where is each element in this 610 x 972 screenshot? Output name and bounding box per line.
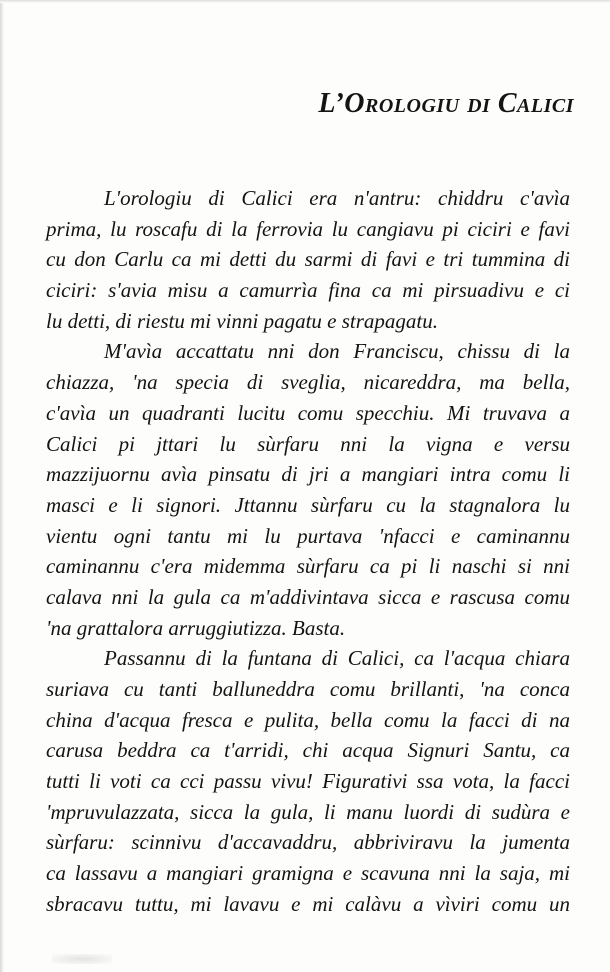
text-line: masci e li signori. Jttannu sùrfaru cu la stagnalora lu (46, 492, 570, 517)
text-line: Passannu di la funtana di Calici, ca l'acqua chiara (104, 646, 570, 671)
page-smudge (52, 954, 112, 964)
text-line: prima, lu roscafu di la ferrovia lu cangiavu pi ciciri e favi (46, 216, 570, 241)
text-line: ciciri: s'avia misu a camurrìa fina ca mi pirsuadivu e ci (46, 278, 570, 303)
text-line: mazzijuornu avìa pinsatu di jri a mangiari intra comu li (46, 462, 570, 487)
text-line: L'orologiu di Calici era n'antru: chiddru c'avìa (104, 186, 570, 210)
text-line: sùrfaru: scinnivu d'accavaddru, abbriviravu la jumenta (46, 830, 570, 855)
text-line: Calici pi jttari lu sùrfaru nni la vigna e versu (46, 431, 570, 456)
text-line: calava nni la gula ca m'addivintava sicca e rascusa comu (46, 584, 570, 609)
body-text (46, 183, 570, 920)
text-line: chiazza, 'na specia di sveglia, nicareddra, ma bella, (46, 370, 570, 395)
text-line: M'avìa accattatu nni don Franciscu, chissu di la (104, 339, 570, 364)
text-line: tutti li voti ca cci passu vivu! Figurativi ssa vota, la facci (46, 769, 570, 794)
text-line: 'mpruvulazzata, sicca la gula, li manu luordi di sudùra e (46, 799, 570, 824)
text-line: cu don Carlu ca mi detti du sarmi di favi e tri tummina di (46, 247, 570, 272)
text-line: caminannu c'era midemma sùrfaru ca pi li naschi si nni (46, 554, 570, 579)
text-line: china d'acqua fresca e pulita, bella comu la facci di na (46, 707, 570, 732)
text-line: carusa beddra ca t'arridi, chi acqua Signuri Santu, ca (46, 738, 570, 763)
text-line: vientu ogni tantu mi lu purtava 'nfacci e caminannu (46, 523, 570, 548)
text-line: suriava cu tanti balluneddra comu brillanti, 'na conca (46, 677, 570, 701)
page-top-shadow (0, 0, 610, 3)
text-line: sbracavu tuttu, mi lavavu e mi calàvu a vìviri comu un (46, 891, 570, 916)
text-line: lu detti, di riestu mi vinni pagatu e strapagatu. (46, 308, 438, 333)
page-edge-shadow (0, 0, 4, 972)
text-line: 'na grattalora arruggiutizza. Basta. (46, 615, 346, 640)
text-line: ca lassavu a mangiari gramigna e scavuna nni la saja, mi (46, 861, 570, 886)
chapter-title: L’Orologiu di Calici (318, 88, 574, 119)
text-line: c'avìa un quadranti lucitu comu specchiu. Mi truvava a (46, 400, 570, 425)
